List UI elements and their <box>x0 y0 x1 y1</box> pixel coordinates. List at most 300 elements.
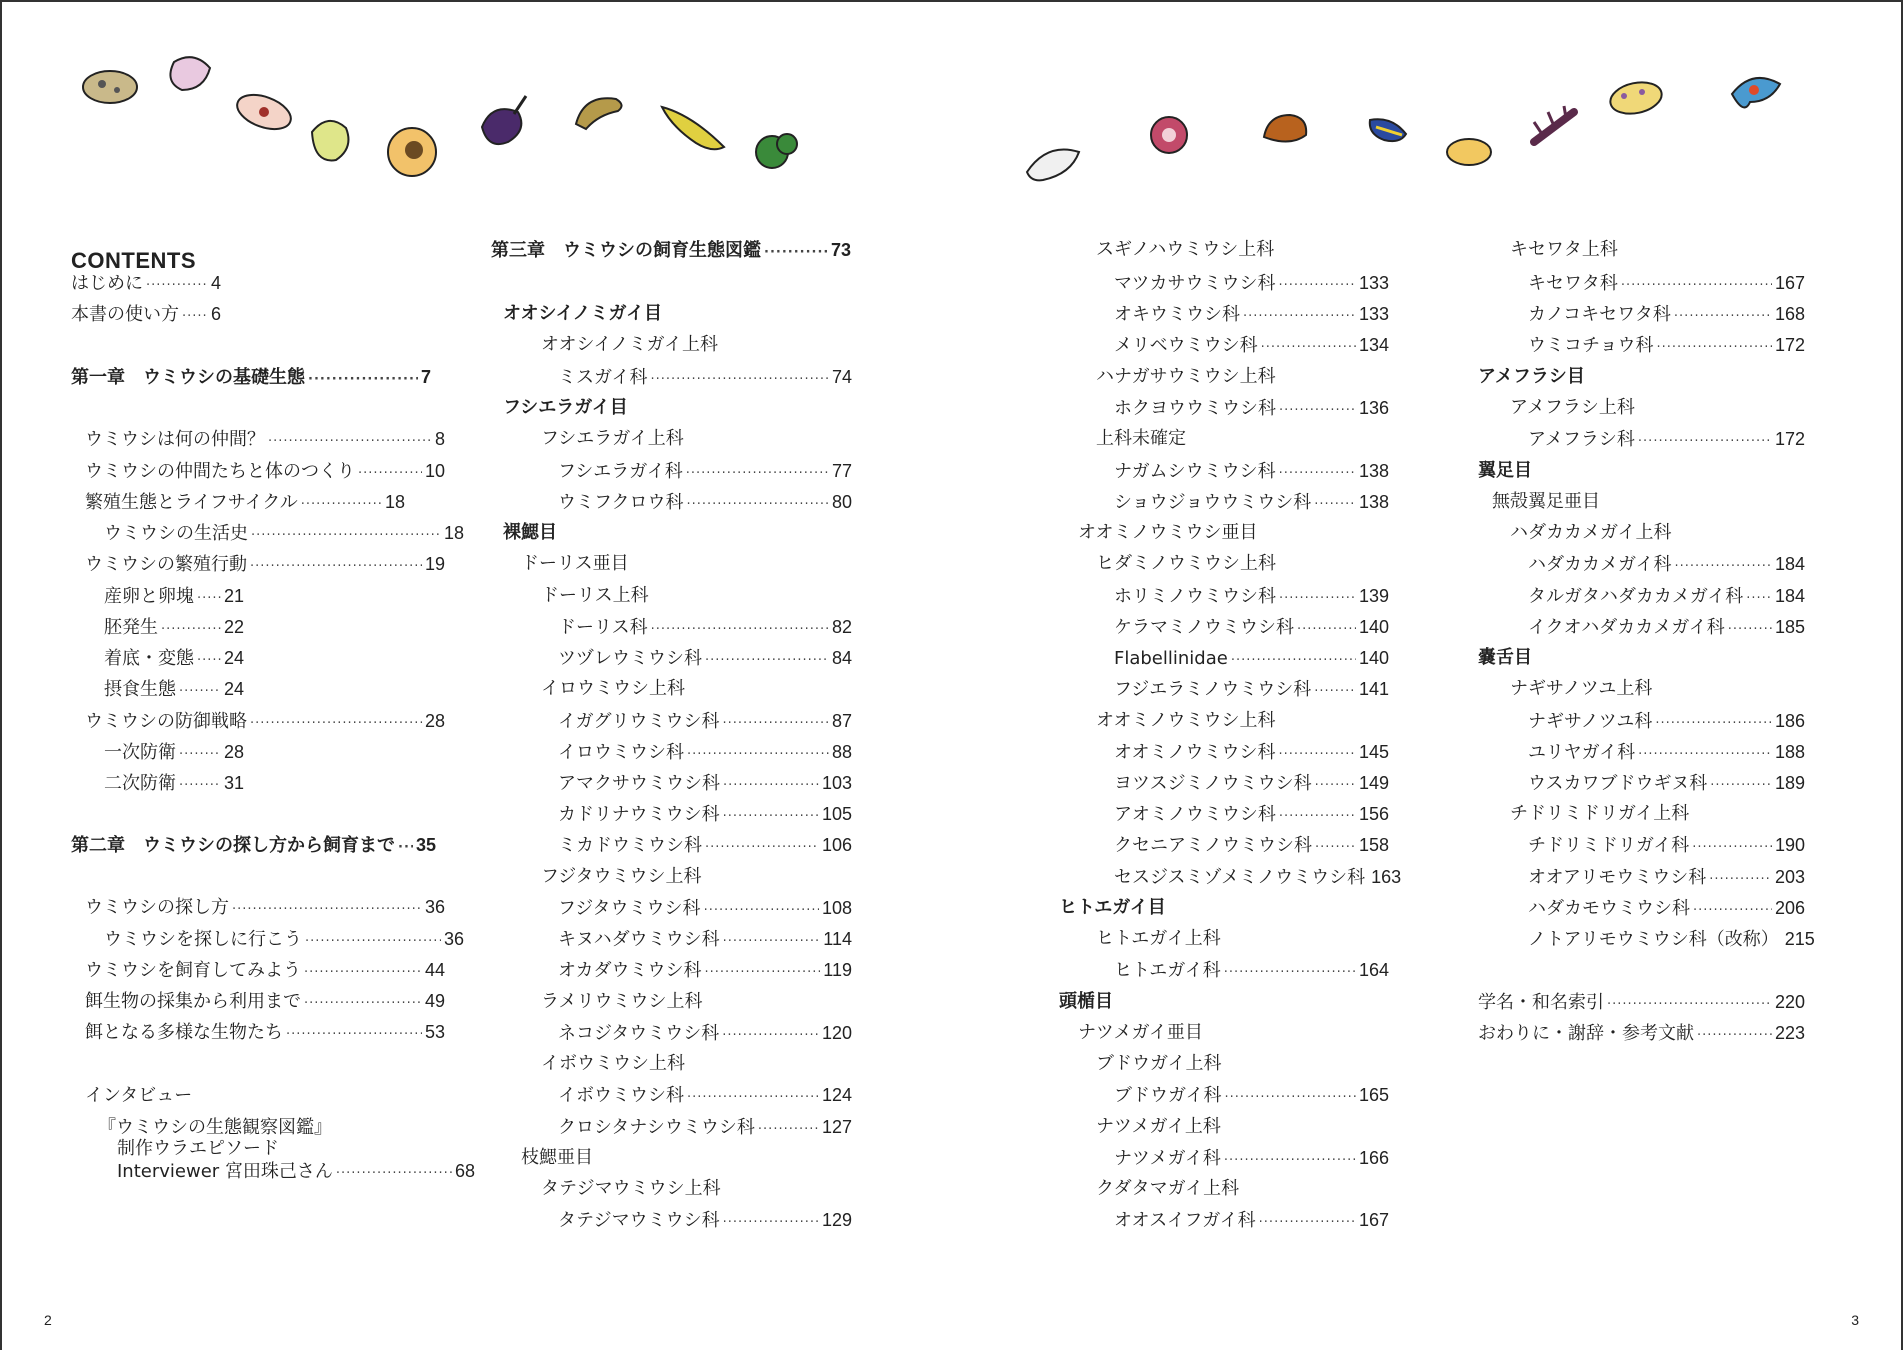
toc-entry-page: 172 <box>1774 429 1805 449</box>
toc-leader-dots <box>1710 774 1772 798</box>
toc-entry-title: ブドウガイ科 <box>1114 1085 1222 1106</box>
toc-entry-title: ドーリス科 <box>558 617 648 638</box>
sea-slug-icon <box>576 98 622 129</box>
toc-entry <box>104 646 244 673</box>
toc-entry <box>85 895 445 922</box>
toc-entry-page: 124 <box>821 1085 852 1105</box>
toc-entry-title: オオミノウミウシ科 <box>1114 742 1276 763</box>
toc-entry-title: タルガタハダカカメガイ科 <box>1528 586 1744 607</box>
sea-slug-icon <box>1264 115 1306 142</box>
toc-entry-page: 158 <box>1358 835 1389 855</box>
toc-entry <box>503 521 557 545</box>
toc-entry-title: 第一章 ウミウシの基礎生態 <box>71 367 305 388</box>
sea-slug-icon <box>1732 78 1780 108</box>
toc-entry-page: 106 <box>821 835 852 855</box>
toc-entry <box>558 927 852 954</box>
toc-entry-page: 108 <box>821 898 852 918</box>
toc-entry-title: 摂食生態 <box>104 679 176 700</box>
toc-entry-page: 129 <box>821 1210 852 1230</box>
toc-entry-title: ウミウシの生活史 <box>104 523 248 544</box>
toc-entry <box>85 1084 192 1108</box>
toc-entry <box>1114 271 1389 298</box>
toc-entry-page: 80 <box>831 492 852 512</box>
toc-entry-page: 164 <box>1358 960 1389 980</box>
toc-leader-dots <box>1692 836 1772 860</box>
toc-leader-dots <box>1279 805 1356 829</box>
toc-entry <box>1114 490 1389 517</box>
toc-entry <box>1114 1146 1389 1173</box>
toc-entry <box>71 833 436 860</box>
toc-entry-title: メリベウミウシ科 <box>1114 335 1258 356</box>
toc-entry <box>1096 1177 1239 1201</box>
toc-entry <box>85 459 445 486</box>
toc-entry-page: 53 <box>424 1022 445 1042</box>
toc-entry-title: おわりに・謝辞・参考文献 <box>1478 1023 1694 1044</box>
toc-entry <box>558 1115 852 1142</box>
toc-entry-title: 第三章 ウミウシの飼育生態図鑑 <box>491 240 761 261</box>
toc-leader-dots <box>1655 712 1772 736</box>
toc-leader-dots <box>705 836 819 860</box>
toc-entry <box>1114 833 1389 860</box>
toc-entry <box>104 615 244 642</box>
toc-leader-dots <box>286 1023 422 1047</box>
toc-entry-title: カノコキセワタ科 <box>1528 304 1671 325</box>
toc-entry-page: 139 <box>1358 586 1389 606</box>
toc-entry-title: ウミウシを飼育してみよう <box>85 960 301 981</box>
toc-entry-page: 133 <box>1358 304 1389 324</box>
toc-entry-title: タテジマウミウシ上科 <box>541 1178 721 1199</box>
toc-entry-page: 35 <box>415 835 436 855</box>
toc-entry-page: 165 <box>1358 1085 1389 1105</box>
toc-entry-title: 頭楯目 <box>1059 991 1113 1012</box>
toc-entry-title: 上科未確定 <box>1096 428 1186 449</box>
toc-leader-dots <box>308 368 418 392</box>
toc-entry-page: 166 <box>1358 1148 1389 1168</box>
toc-entry-title: 第二章 ウミウシの探し方から飼育まで <box>71 835 395 856</box>
toc-leader-dots <box>336 1162 452 1186</box>
toc-entry-title: Interviewer 宮田珠己さん <box>117 1161 333 1182</box>
toc-leader-dots <box>686 493 829 517</box>
toc-entry-page: 8 <box>434 429 445 449</box>
toc-entry <box>1510 521 1671 545</box>
toc-entry <box>541 677 685 701</box>
toc-entry-title: イボウミウシ科 <box>558 1085 684 1106</box>
toc-leader-dots <box>723 774 819 798</box>
toc-leader-dots <box>1746 587 1772 611</box>
toc-leader-dots <box>182 305 208 329</box>
toc-entry <box>1528 833 1805 860</box>
toc-entry <box>1059 990 1113 1014</box>
toc-leader-dots <box>398 836 413 860</box>
toc-entry <box>1114 302 1389 329</box>
toc-entry-page: 167 <box>1774 273 1805 293</box>
toc-entry-title: ドーリス上科 <box>541 585 649 606</box>
toc-entry-page: 21 <box>223 586 244 606</box>
toc-entry-page: 190 <box>1774 835 1805 855</box>
toc-leader-dots <box>304 992 422 1016</box>
toc-entry-title: ウスカワブドウギヌ科 <box>1528 773 1708 794</box>
toc-entry <box>541 1177 721 1201</box>
toc-entry-page: 28 <box>424 711 445 731</box>
toc-entry-title: アオミノウミウシ科 <box>1114 804 1276 825</box>
toc-entry-title: フシエラガイ科 <box>558 461 683 482</box>
toc-entry-title: イクオハダカカメガイ科 <box>1528 617 1725 638</box>
toc-entry-page: 114 <box>823 929 852 949</box>
toc-entry <box>1114 677 1389 704</box>
toc-entry-page: 188 <box>1774 742 1805 762</box>
toc-entry-title: ブドウガイ上科 <box>1096 1053 1222 1074</box>
toc-leader-dots <box>1259 1211 1356 1235</box>
toc-entry-page: 82 <box>831 617 852 637</box>
sea-slug-icon <box>233 88 296 135</box>
toc-entry <box>1528 927 1815 954</box>
toc-entry-page: 168 <box>1774 304 1805 324</box>
toc-leader-dots <box>1279 399 1356 423</box>
toc-entry-title: オオシイノミガイ上科 <box>541 334 718 355</box>
toc-entry <box>1114 740 1389 767</box>
toc-leader-dots <box>722 1024 819 1048</box>
toc-entry <box>85 552 445 579</box>
toc-leader-dots <box>197 649 221 673</box>
sea-slug-icon <box>662 107 724 149</box>
toc-leader-dots <box>1656 336 1771 360</box>
toc-entry <box>503 302 662 326</box>
toc-entry-page: 149 <box>1358 773 1389 793</box>
page-number-right: 3 <box>1851 1312 1859 1328</box>
toc-entry-page: 18 <box>443 523 464 543</box>
toc-entry-title: ウミフクロウ科 <box>558 492 684 513</box>
toc-entry-page: 84 <box>831 648 852 668</box>
toc-entry <box>71 365 431 392</box>
toc-entry <box>1528 584 1805 611</box>
toc-entry <box>1096 1115 1221 1139</box>
toc-leader-dots <box>651 618 829 642</box>
toc-entry-title: アメフラシ上科 <box>1510 397 1635 418</box>
toc-entry <box>85 709 445 736</box>
toc-entry-title: 翼足目 <box>1478 460 1532 481</box>
toc-entry-title: 嚢舌目 <box>1478 647 1532 668</box>
toc-entry <box>521 552 629 576</box>
toc-entry-title: ノトアリモウミウシ科（改称） <box>1528 929 1779 950</box>
toc-entry <box>1114 958 1389 985</box>
toc-entry-title: ウミウシを探しに行こう <box>104 929 302 950</box>
toc-entry <box>491 238 851 265</box>
toc-entry-title: はじめに <box>71 273 143 294</box>
toc-entry <box>1114 771 1389 798</box>
toc-entry-page: 6 <box>210 304 221 324</box>
toc-entry <box>1114 802 1389 829</box>
toc-entry-title: ショウジョウウミウシ科 <box>1114 492 1312 513</box>
toc-entry-page: 141 <box>1358 679 1389 699</box>
toc-entry-page: 138 <box>1358 461 1389 481</box>
toc-entry-page: 4 <box>210 273 221 293</box>
toc-entry-title: フシエラガイ上科 <box>541 428 684 449</box>
toc-leader-dots <box>1315 774 1356 798</box>
toc-leader-dots <box>1224 961 1356 985</box>
toc-entry <box>1528 271 1805 298</box>
toc-entry <box>558 896 852 923</box>
toc-leader-dots <box>1243 305 1356 329</box>
toc-leader-dots <box>758 1118 819 1142</box>
toc-entry <box>558 615 852 642</box>
toc-entry-title: 繁殖生態とライフサイクル <box>85 492 298 513</box>
toc-entry-title: ハナガサウミウシ上科 <box>1096 366 1276 387</box>
toc-entry <box>558 459 852 486</box>
toc-entry <box>541 333 718 357</box>
toc-entry <box>117 1159 475 1186</box>
toc-leader-dots <box>723 930 821 954</box>
toc-entry-page: 19 <box>424 554 445 574</box>
toc-leader-dots <box>1621 274 1772 298</box>
toc-leader-dots <box>304 961 422 985</box>
toc-entry <box>1528 615 1805 642</box>
toc-leader-dots <box>305 930 441 954</box>
toc-entry-page: 206 <box>1774 898 1805 918</box>
toc-entry-page: 119 <box>823 960 852 980</box>
toc-entry-page: 87 <box>831 711 852 731</box>
toc-entry-page: 133 <box>1358 273 1389 293</box>
toc-entry-page: 140 <box>1358 648 1389 668</box>
toc-entry-page: 215 <box>1784 929 1815 949</box>
toc-entry <box>558 490 852 517</box>
toc-entry <box>71 302 221 329</box>
toc-entry <box>1510 802 1689 826</box>
toc-entry-title: チドリミドリガイ上科 <box>1510 803 1690 824</box>
toc-entry <box>558 1208 852 1235</box>
toc-entry <box>1114 396 1389 423</box>
toc-entry-title: オオアリモウミウシ科 <box>1528 867 1707 888</box>
toc-entry-title: 本書の使い方 <box>71 304 179 325</box>
toc-entry-page: 145 <box>1358 742 1389 762</box>
toc-entry-title: ウミウシの防御戦略 <box>85 711 247 732</box>
toc-entry-page: 134 <box>1358 335 1389 355</box>
toc-entry <box>1478 1021 1805 1048</box>
toc-entry-title: イボウミウシ上科 <box>541 1053 685 1074</box>
sea-slug-icon <box>1447 139 1491 165</box>
toc-entry-page: 88 <box>831 742 852 762</box>
toc-entry <box>104 771 244 798</box>
toc-entry-page: 138 <box>1358 492 1389 512</box>
toc-entry-page: 22 <box>223 617 244 637</box>
toc-entry <box>1510 677 1652 701</box>
toc-entry-page: 105 <box>821 804 852 824</box>
toc-entry <box>1114 1208 1389 1235</box>
toc-entry <box>1096 927 1221 951</box>
toc-entry <box>1096 709 1275 733</box>
toc-entry-title: ミカドウミウシ科 <box>558 835 702 856</box>
toc-entry <box>1528 709 1805 736</box>
toc-entry-title: ラメリウミウシ上科 <box>541 991 703 1012</box>
toc-entry-title: ウミウシの仲間たちと体のつくり <box>85 461 355 482</box>
toc-entry-title: ナツメガイ亜目 <box>1078 1022 1203 1043</box>
toc-entry-title: ミスガイ科 <box>558 367 648 388</box>
toc-entry <box>104 740 244 767</box>
toc-entry-title: ヒトエガイ目 <box>1059 897 1166 918</box>
toc-entry <box>558 802 852 829</box>
toc-entry <box>1114 584 1389 611</box>
toc-entry <box>1096 552 1276 576</box>
toc-entry <box>104 677 244 704</box>
toc-entry <box>1096 427 1186 451</box>
toc-entry <box>1492 490 1600 514</box>
toc-entry <box>521 1146 593 1170</box>
toc-entry-page: 185 <box>1774 617 1805 637</box>
toc-entry-title: ホクヨウウミウシ科 <box>1114 398 1276 419</box>
toc-entry-page: 73 <box>830 240 851 260</box>
sea-slug-icon <box>1370 119 1406 141</box>
toc-entry-title: クロシタナシウミウシ科 <box>558 1117 755 1138</box>
toc-entry <box>1528 740 1805 767</box>
toc-entry-title: ナギサノツユ上科 <box>1510 678 1653 699</box>
toc-entry-title: 裸鰓目 <box>503 522 557 543</box>
toc-leader-dots <box>146 274 208 298</box>
toc-leader-dots <box>1278 743 1355 767</box>
toc-entry-page: 24 <box>223 679 244 699</box>
contents-title: CONTENTS <box>71 248 196 273</box>
toc-entry-title: フジタウミウシ科 <box>558 898 701 919</box>
toc-entry-title: セスジスミゾメミノウミウシ科 <box>1114 867 1366 888</box>
toc-leader-dots <box>704 961 820 985</box>
toc-entry-title: オキウミウシ科 <box>1114 304 1240 325</box>
toc-entry-title: ウミウシの繁殖行動 <box>85 554 247 575</box>
toc-entry <box>1528 427 1805 454</box>
toc-entry-title: 着底・変態 <box>104 648 194 669</box>
toc-entry-title: ナガムシウミウシ科 <box>1114 461 1276 482</box>
toc-entry-title: ネコジタウミウシ科 <box>558 1023 720 1044</box>
toc-entry-title: ナツメガイ上科 <box>1096 1116 1221 1137</box>
toc-entry-title: ハダカカメガイ科 <box>1528 554 1672 575</box>
sea-slug-icon <box>1607 78 1664 118</box>
toc-leader-dots <box>1693 899 1772 923</box>
toc-leader-dots <box>179 743 221 767</box>
toc-entry-page: 28 <box>223 742 244 762</box>
toc-leader-dots <box>1697 1024 1772 1048</box>
toc-entry-title: アメフラシ目 <box>1478 366 1585 387</box>
toc-entry <box>1528 333 1805 360</box>
toc-leader-dots <box>1224 1086 1355 1110</box>
toc-entry-page: 44 <box>424 960 445 980</box>
toc-entry-title: オカダウミウシ科 <box>558 960 702 981</box>
toc-entry <box>1510 396 1635 420</box>
toc-entry <box>558 365 852 392</box>
toc-entry-title: ヒトエガイ上科 <box>1096 928 1221 949</box>
toc-entry-page: 127 <box>821 1117 852 1137</box>
toc-entry-title: ヒトエガイ科 <box>1114 960 1221 981</box>
toc-entry-title: ユリヤガイ科 <box>1528 742 1636 763</box>
toc-entry-title: ハダカカメガイ上科 <box>1510 522 1672 543</box>
toc-entry <box>503 396 628 420</box>
sea-slug-icon <box>1151 117 1187 153</box>
toc-entry-page: 36 <box>443 929 464 949</box>
toc-leader-dots <box>1638 743 1772 767</box>
toc-entry-page: 140 <box>1358 617 1389 637</box>
toc-entry-title: 餌となる多様な生物たち <box>85 1022 283 1043</box>
toc-entry <box>1478 365 1585 389</box>
toc-entry <box>541 1052 685 1076</box>
toc-entry-page: 172 <box>1774 335 1805 355</box>
toc-entry <box>1096 238 1274 262</box>
toc-leader-dots <box>722 712 829 736</box>
toc-entry <box>1114 1083 1389 1110</box>
toc-entry-title: タテジマウミウシ科 <box>558 1210 720 1231</box>
toc-leader-dots <box>1297 618 1356 642</box>
toc-entry-title: ウミコチョウ科 <box>1528 335 1654 356</box>
toc-entry <box>1478 646 1532 670</box>
toc-leader-dots <box>161 618 221 642</box>
toc-leader-dots <box>687 743 829 767</box>
toc-entry <box>1078 521 1257 545</box>
toc-entry-title: チドリミドリガイ科 <box>1528 835 1690 856</box>
toc-entry <box>558 709 852 736</box>
toc-entry-page: 68 <box>454 1161 475 1181</box>
toc-entry <box>85 958 445 985</box>
toc-leader-dots <box>723 1211 819 1235</box>
toc-leader-dots <box>723 805 819 829</box>
toc-entry-title: イロウミウシ上科 <box>541 678 685 699</box>
toc-entry <box>1096 1052 1221 1076</box>
toc-entry <box>1528 771 1805 798</box>
toc-entry <box>558 646 852 673</box>
toc-entry-page: 31 <box>223 773 244 793</box>
toc-entry <box>85 989 445 1016</box>
toc-leader-dots <box>232 898 422 922</box>
toc-entry-title: クダタマガイ上科 <box>1096 1178 1240 1199</box>
sea-slug-icon <box>1534 106 1574 142</box>
toc-entry-title: 餌生物の採集から利用まで <box>85 991 301 1012</box>
toc-entry-title: オオスイフガイ科 <box>1114 1210 1256 1231</box>
toc-leader-dots <box>1728 618 1772 642</box>
toc-entry <box>104 927 464 954</box>
toc-leader-dots <box>358 462 422 486</box>
toc-entry <box>558 958 852 985</box>
toc-entry-page: 74 <box>831 367 852 387</box>
toc-leader-dots <box>251 524 441 548</box>
toc-entry-title: クセニアミノウミウシ科 <box>1114 835 1312 856</box>
toc-entry <box>1528 865 1805 892</box>
toc-entry-page: 184 <box>1774 586 1805 606</box>
toc-entry-page: 18 <box>384 492 405 512</box>
toc-entry <box>541 584 649 608</box>
toc-entry-title: 産卵と卵塊 <box>104 586 194 607</box>
toc-leader-dots <box>1314 680 1356 704</box>
toc-leader-dots <box>268 430 432 454</box>
toc-entry-page: 223 <box>1774 1023 1805 1043</box>
sea-slug-illustrations <box>2 32 1903 202</box>
sea-slug-icon <box>170 57 210 90</box>
toc-entry-page: 120 <box>821 1023 852 1043</box>
toc-entry <box>558 833 852 860</box>
sea-slug-icon <box>312 121 348 161</box>
toc-entry <box>85 490 405 517</box>
toc-entry-title: 二次防衛 <box>104 773 176 794</box>
toc-entry-title: ウミウシの探し方 <box>85 897 229 918</box>
toc-entry <box>541 865 702 889</box>
toc-entry-title: イロウミウシ科 <box>558 742 684 763</box>
toc-entry-title: 枝鰓亜目 <box>521 1147 593 1168</box>
toc-entry <box>1096 365 1276 389</box>
toc-entry-title: キセワタ上科 <box>1510 239 1618 260</box>
toc-leader-dots <box>687 1086 819 1110</box>
toc-entry-title: ウミウシは何の仲間？ <box>85 429 265 450</box>
toc-entry <box>1528 302 1805 329</box>
toc-entry <box>117 1137 279 1161</box>
toc-entry-page: 49 <box>424 991 445 1011</box>
toc-entry <box>541 427 684 451</box>
toc-leader-dots <box>1314 493 1356 517</box>
toc-entry-title: オオシイノミガイ目 <box>503 303 662 324</box>
toc-entry-title: 一次防衛 <box>104 742 176 763</box>
toc-entry-page: 184 <box>1774 554 1805 574</box>
